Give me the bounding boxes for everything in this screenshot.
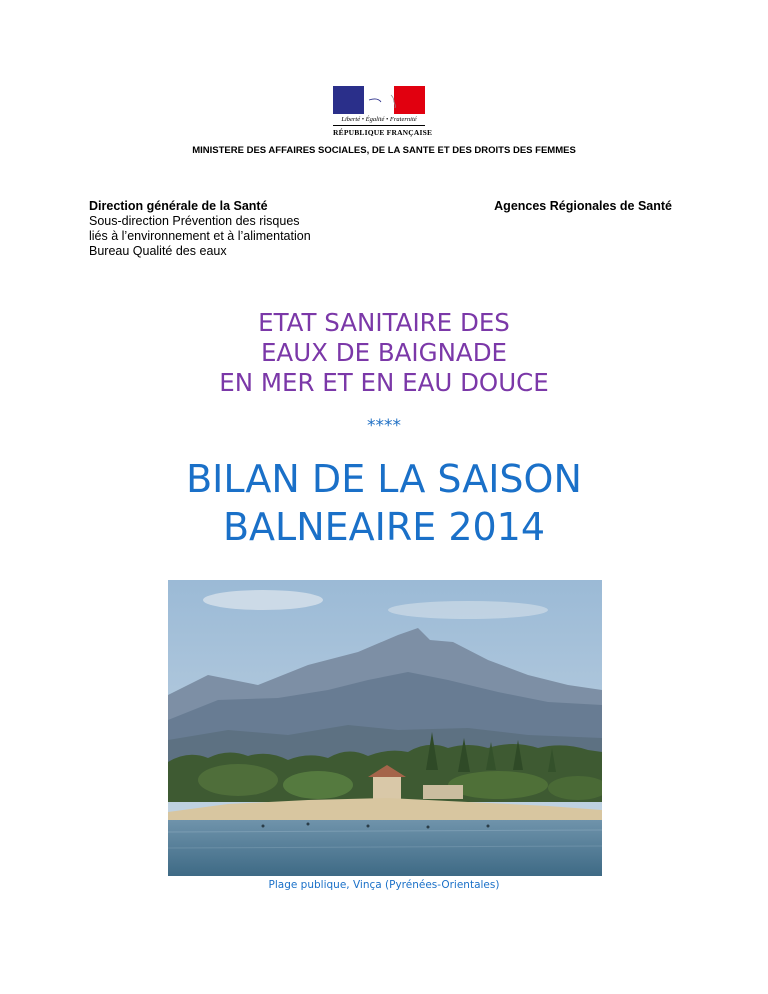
- subtitle-line: BILAN DE LA SAISON: [186, 457, 582, 501]
- title-line: ETAT SANITAIRE DES: [258, 308, 510, 337]
- direction-title: Direction générale de la Santé: [89, 199, 268, 213]
- tricolor-flag: [333, 86, 425, 114]
- marianne-logo: [333, 86, 433, 142]
- logo-divider: [333, 125, 425, 126]
- ministry-heading: MINISTERE DES AFFAIRES SOCIALES, DE LA SANTE ET DES DROITS DES FEMMES: [192, 145, 576, 156]
- document-title: [0, 308, 768, 398]
- direction-block: [89, 199, 311, 259]
- logo-republic-text: RÉPUBLIQUE FRANÇAISE: [333, 128, 433, 137]
- document-subtitle: [0, 455, 768, 551]
- beach-photo: [168, 580, 602, 876]
- subtitle-line: BALNEAIRE 2014: [222, 505, 546, 549]
- direction-line: liés à l’environnement et à l’alimentation: [89, 229, 311, 243]
- logo-motto: Liberté • Égalité • Fraternité: [341, 116, 417, 123]
- marianne-profile-icon: [333, 86, 425, 114]
- photo-caption: Plage publique, Vinça (Pyrénées-Orientales): [268, 879, 500, 891]
- agencies-heading: Agences Régionales de Santé: [494, 199, 672, 213]
- direction-line: Bureau Qualité des eaux: [89, 244, 227, 258]
- title-separator: ****: [367, 416, 401, 436]
- title-line: EAUX DE BAIGNADE: [260, 338, 508, 367]
- title-line: EN MER ET EN EAU DOUCE: [219, 368, 549, 397]
- direction-line: Sous-direction Prévention des risques: [89, 214, 300, 228]
